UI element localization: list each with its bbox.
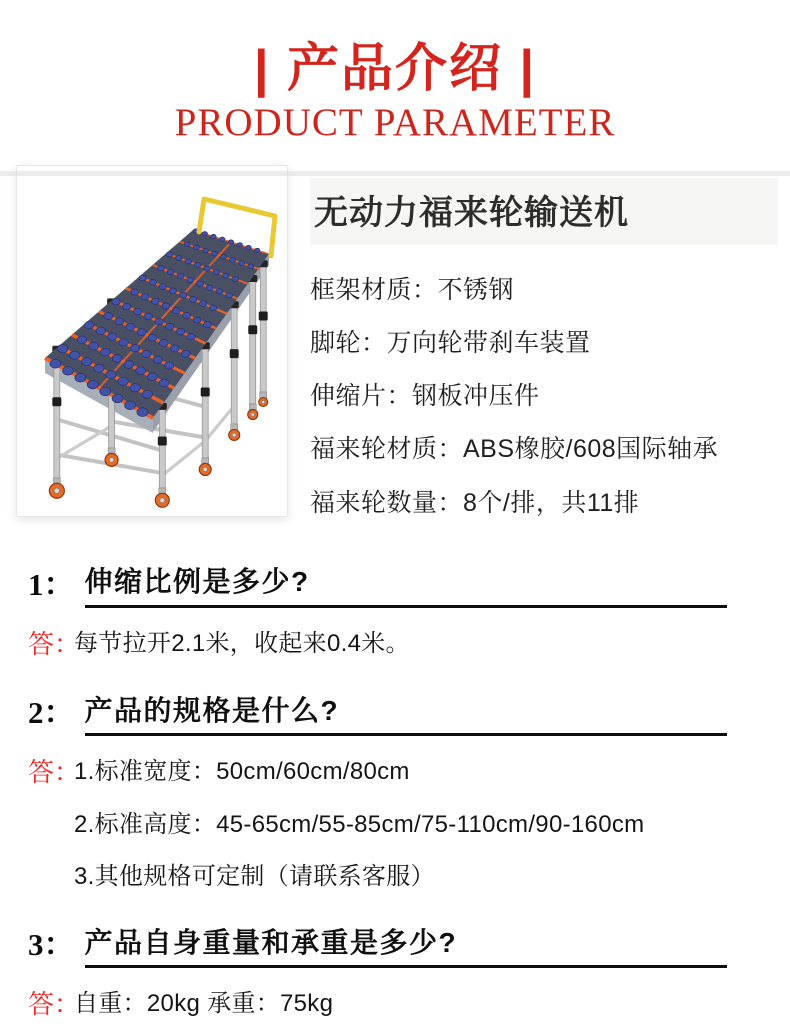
question-row (28, 928, 762, 969)
question-number: 2： (28, 695, 75, 731)
page-header (0, 0, 790, 145)
answer-label: 答： (28, 989, 81, 1020)
spec-wheel-count: 福来轮数量：8个/排，共11排 (310, 488, 640, 517)
answer-lines (74, 756, 644, 893)
question-number: 3： (28, 927, 75, 963)
answer-line: 1.标准宽度：50cm/60cm/80cm (74, 758, 410, 786)
page-title: | 产品介绍 | (254, 40, 536, 98)
spec-list (310, 275, 778, 519)
answer-row (28, 628, 762, 662)
question-text: 产品的规格是什么? (84, 694, 340, 726)
question-number: 1： (28, 566, 75, 602)
spec-frame-material: 框架材质：不锈钢 (310, 275, 515, 304)
answer-line: 自重：20kg 承重：75kg (74, 990, 334, 1018)
answer-label: 答： (28, 628, 81, 659)
answer-row (28, 988, 762, 1022)
question-text: 产品自身重量和承重是多少? (84, 926, 458, 958)
answer-line: 2.标准高度：45-65cm/55-85cm/75-110cm/90-160cm (74, 810, 645, 838)
product-image (16, 165, 288, 517)
section-divider (0, 171, 790, 176)
page-subtitle: PRODUCT PARAMETER (174, 100, 616, 144)
conveyor-illustration (17, 166, 287, 516)
question-underline (85, 567, 727, 608)
product-info (310, 165, 778, 541)
spec-casters: 脚轮：万向轮带刹车装置 (310, 328, 591, 357)
question-underline (85, 928, 727, 969)
faq-section (0, 567, 790, 1022)
faq-item-2 (28, 696, 762, 894)
question-row (28, 696, 762, 737)
spec-wheel-material: 福来轮材质：ABS橡胶/608国际轴承 (310, 435, 719, 464)
faq-item-1 (28, 567, 762, 662)
product-name: 无动力福来轮输送机 (310, 178, 778, 245)
question-row (28, 567, 762, 608)
question-text: 伸缩比例是多少? (84, 565, 310, 597)
answer-line: 3.其他规格可定制（请联系客服） (74, 863, 435, 891)
question-underline (85, 696, 727, 737)
answer-lines (74, 988, 333, 1020)
answer-label: 答： (28, 757, 81, 788)
product-overview (0, 165, 790, 541)
spec-telescopic-plate: 伸缩片：钢板冲压件 (310, 382, 540, 411)
answer-lines (74, 628, 410, 660)
answer-row (28, 756, 762, 893)
faq-item-3 (28, 928, 762, 1023)
answer-line: 每节拉开2.1米，收起来0.4米。 (74, 629, 410, 657)
